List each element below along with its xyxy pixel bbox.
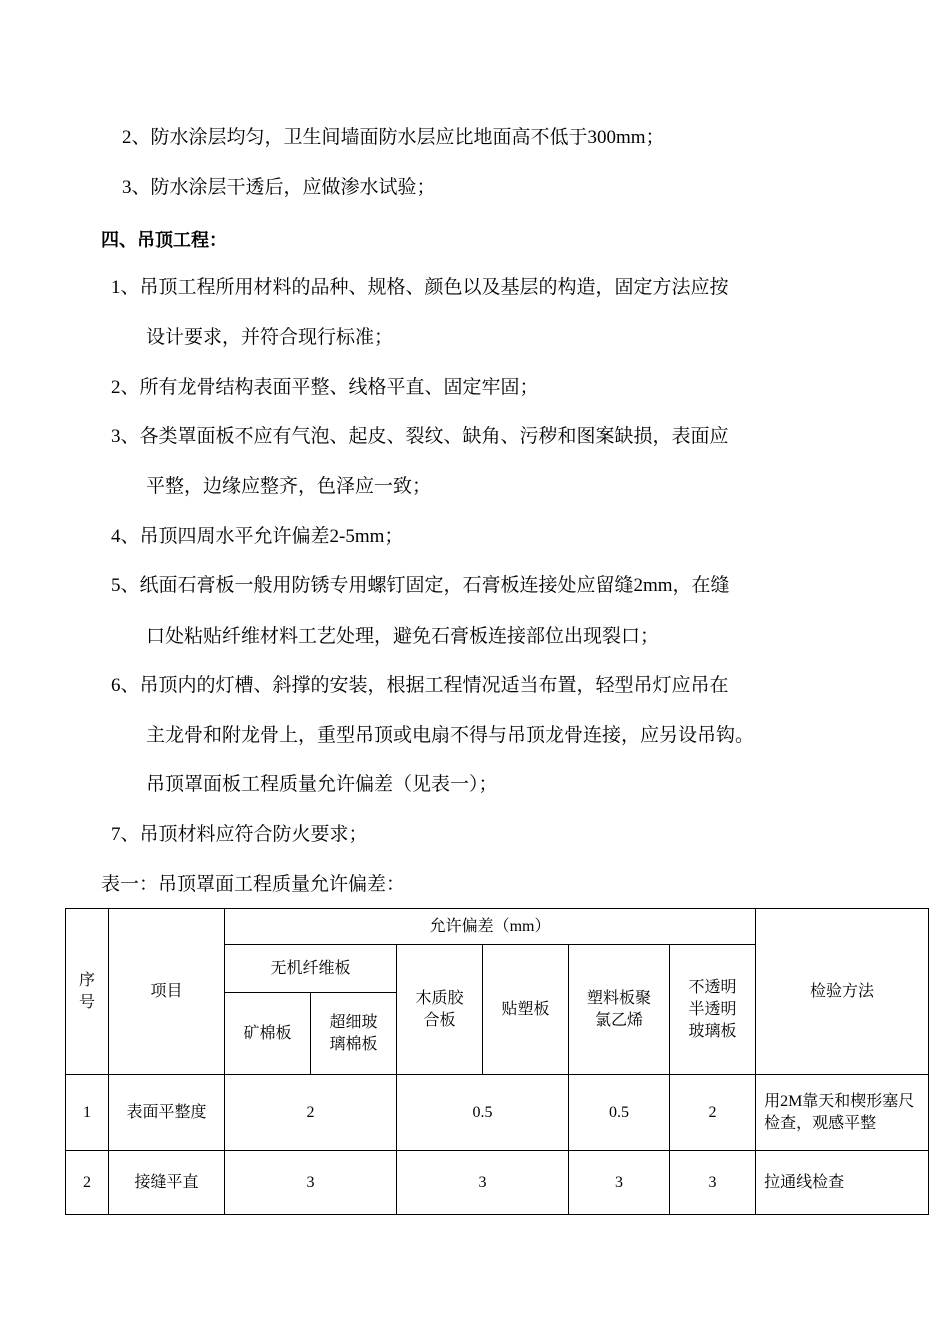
cell-seq: 1 (66, 1075, 109, 1151)
header-glass-board: 不透明半透明玻璃板 (670, 945, 756, 1075)
line-ceiling-2: 2、所有龙骨结构表面平整、线格平直、固定牢固； (111, 377, 539, 398)
header-plywood: 木质胶合板 (397, 945, 483, 1075)
line-ceiling-4: 4、吊顶四周水平允许偏差2-5mm； (111, 526, 404, 547)
cell-method: 拉通线检查 (756, 1151, 929, 1215)
table-caption: 表一：吊顶罩面工程质量允许偏差： (101, 874, 406, 895)
line-ceiling-7: 7、吊顶材料应符合防火要求； (111, 824, 368, 845)
section-heading-ceiling: 四、吊顶工程： (101, 230, 227, 251)
cell-value-wood-plastic: 3 (397, 1151, 569, 1215)
line-ceiling-3b: 平整，边缘应整齐，色泽应一致； (146, 476, 432, 497)
header-mineral-wool: 矿棉板 (225, 993, 311, 1075)
cell-value-inorganic: 3 (225, 1151, 397, 1215)
header-seq: 序号 (66, 909, 109, 1075)
header-plastic-laminate: 贴塑板 (483, 945, 569, 1075)
cell-value-wood-plastic: 0.5 (397, 1075, 569, 1151)
line-ceiling-1a: 1、吊顶工程所用材料的品种、规格、颜色以及基层的构造，固定方法应按 (111, 277, 729, 298)
table-row (66, 1075, 929, 1151)
cell-value-glass: 3 (670, 1151, 756, 1215)
line-waterproof-2: 2、防水涂层均匀，卫生间墙面防水层应比地面高不低于300mm； (122, 127, 665, 148)
cell-value-inorganic: 2 (225, 1075, 397, 1151)
quality-tolerance-table (65, 908, 929, 1215)
line-ceiling-6a: 6、吊顶内的灯槽、斜撑的安装，根据工程情况适当布置，轻型吊灯应吊在 (111, 675, 729, 696)
line-ceiling-5b: 口处粘贴纤维材料工艺处理，避免石膏板连接部位出现裂口； (146, 626, 660, 647)
header-glass-wool: 超细玻璃棉板 (311, 993, 397, 1075)
line-ceiling-5a: 5、纸面石膏板一般用防锈专用螺钉固定，石膏板连接处应留缝2mm，在缝 (111, 575, 730, 596)
header-tolerance: 允许偏差（mm） (225, 909, 756, 945)
table-row (66, 1151, 929, 1215)
line-ceiling-6c: 吊顶罩面板工程质量允许偏差（见表一）； (146, 774, 498, 795)
header-pvc-board: 塑料板聚氯乙烯 (569, 945, 670, 1075)
cell-item: 接缝平直 (109, 1151, 225, 1215)
line-ceiling-1b: 设计要求，并符合现行标准； (146, 327, 394, 348)
header-item: 项目 (109, 909, 225, 1075)
cell-value-pvc: 0.5 (569, 1075, 670, 1151)
header-inorganic-fiber: 无机纤维板 (225, 945, 397, 993)
line-waterproof-3: 3、防水涂层干透后，应做渗水试验； (122, 177, 436, 198)
line-ceiling-6b: 主龙骨和附龙骨上，重型吊顶或电扇不得与吊顶龙骨连接，应另设吊钩。 (146, 725, 755, 746)
cell-item: 表面平整度 (109, 1075, 225, 1151)
cell-seq: 2 (66, 1151, 109, 1215)
cell-value-pvc: 3 (569, 1151, 670, 1215)
cell-value-glass: 2 (670, 1075, 756, 1151)
header-method: 检验方法 (756, 909, 929, 1075)
line-ceiling-3a: 3、各类罩面板不应有气泡、起皮、裂纹、缺角、污秽和图案缺损，表面应 (111, 426, 729, 447)
cell-method: 用2M靠天和楔形塞尺检查，观感平整 (756, 1075, 929, 1151)
